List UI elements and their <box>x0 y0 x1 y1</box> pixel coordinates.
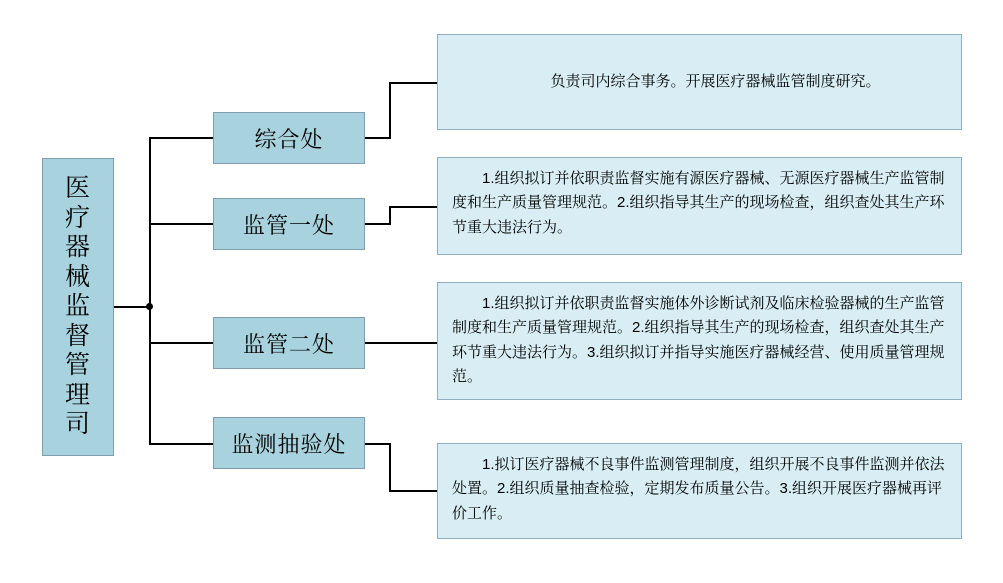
desc-box-1-text: 负责司内综合事务。开展医疗器械监管制度研究。 <box>550 72 881 90</box>
connector-dept2-riser <box>389 206 391 225</box>
connector-dept1-out <box>365 137 391 139</box>
connector-spine-to-dept-4 <box>149 443 214 445</box>
connector-spine-to-dept-1 <box>149 137 214 139</box>
desc-box-2-text: 1.组织拟订并依职责监督实施有源医疗器械、无源医疗器械生产监管制度和生产质量管理规范。2.组织指导其生产的现场检查，组织查处其生产环节重大违法行为。 <box>452 170 945 236</box>
desc-box-4 <box>437 443 962 539</box>
dept-node-1 <box>213 112 365 164</box>
connector-spine-to-dept-3 <box>149 342 214 344</box>
connector-root-trunk <box>114 306 150 308</box>
connector-vertical-spine <box>149 137 151 444</box>
dept-node-3 <box>213 317 365 369</box>
connector-dept4-in <box>389 490 438 492</box>
connector-dept4-riser <box>389 443 391 492</box>
root-node-medical-device-bureau <box>42 158 114 456</box>
desc-box-2 <box>437 157 962 255</box>
desc-box-3 <box>437 282 962 400</box>
connector-dept4-out <box>365 443 391 445</box>
desc-box-3-text: 1.组织拟订并依职责监督实施体外诊断试剂及临床检验器械的生产监管制度和生产质量管理规范。2.组织指导其生产的现场检查，组织查处其生产环节重大违法行为。3.组织拟订并指导实施医疗器械经营、使用质量管理规范。 <box>452 295 945 385</box>
connector-dept1-riser <box>389 82 391 139</box>
connector-dept3-in <box>389 342 438 344</box>
connector-dept1-in <box>389 82 438 84</box>
connector-dept3-out <box>365 342 391 344</box>
root-node-label: 医疗器械监督管理司 <box>64 174 91 439</box>
dept-node-3-label: 监管二处 <box>242 331 335 357</box>
connector-spine-to-dept-2 <box>149 223 214 225</box>
dept-node-1-label: 综合处 <box>254 126 324 152</box>
dept-node-4 <box>213 417 365 469</box>
connector-dept2-in <box>389 206 438 208</box>
dept-node-2 <box>213 198 365 250</box>
dept-node-4-label: 监测抽验处 <box>231 431 347 457</box>
desc-box-1 <box>437 34 962 130</box>
dept-node-2-label: 监管一处 <box>242 212 335 238</box>
connector-dept2-out <box>365 223 391 225</box>
connector-junction-dot <box>146 303 153 310</box>
desc-box-4-text: 1.拟订医疗器械不良事件监测管理制度，组织开展不良事件监测并依法处置。2.组织质量抽查检验，定期发布质量公告。3.组织开展医疗器械再评价工作。 <box>452 456 945 522</box>
